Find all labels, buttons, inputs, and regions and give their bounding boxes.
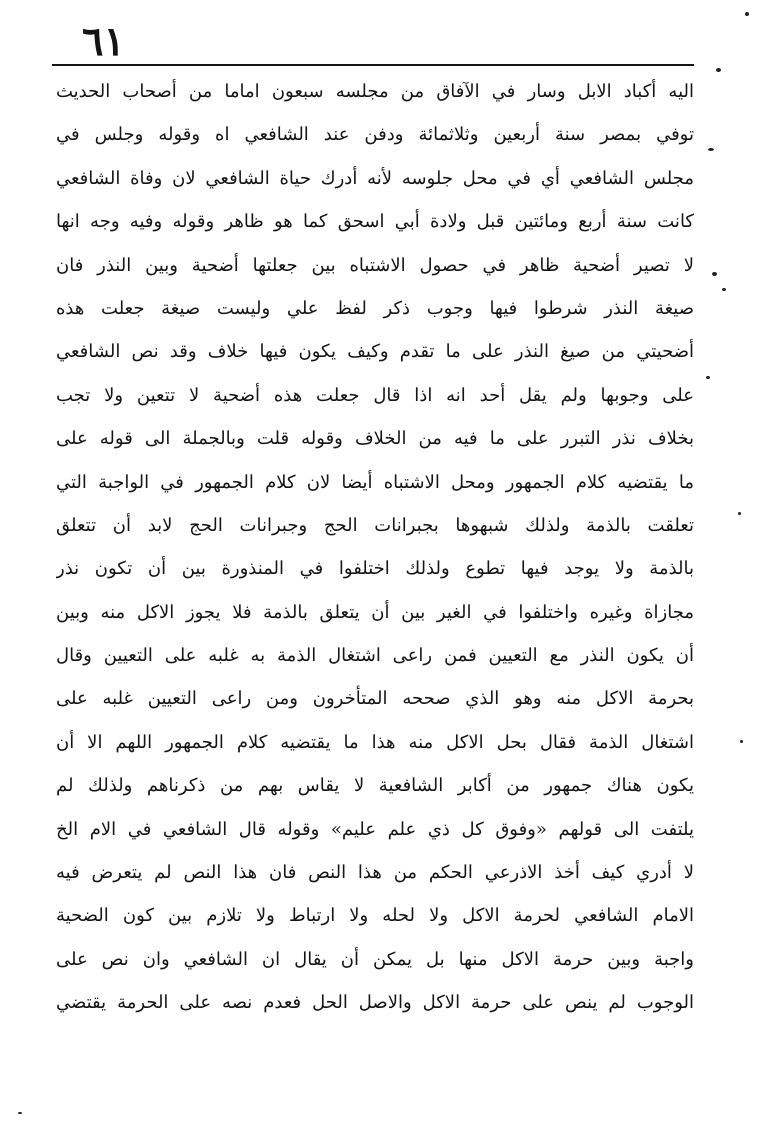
text-line: واجبة وبين حرمة الاكل منها بل يمكن أن يقال ان الشافعي وان نص على (56, 948, 694, 970)
text-line: لا أدري كيف أخذ الاذرعي الحكم من هذا النص فان هذا النص لم يتعرض فيه (56, 862, 694, 884)
page-number: ٦١ (82, 18, 125, 65)
text-line: بحرمة الاكل منه وهو الذي صححه المتأخرون ومن راعى التعيين غلبه على (56, 688, 694, 710)
text-line: أضحيتي من صيغ النذر على ما تقدم وكيف يكون فيها خلاف وقد نص الشافعي (56, 341, 694, 363)
scan-speck (712, 272, 717, 276)
scan-speck (722, 288, 726, 291)
text-line: على وجوبها ولم يقل أحد انه اذا قال جعلت هذه أضحية لا تتعين ولا تجب (56, 384, 694, 406)
scan-speck (740, 740, 743, 743)
text-line: اشتغال الذمة فقال بحل الاكل منه هذا ما يقتضيه كلام الجمهور اللهم الا أن (56, 731, 694, 753)
text-line: لا تصير أضحية ظاهر في حصول الاشتباه بين جعلتها أضحية وبين النذر فان (56, 254, 694, 276)
scan-speck (708, 148, 714, 151)
text-line: الامام الشافعي لحرمة الاكل ولا لحله ولا ارتباط ولا تلازم بين كون الضحية (56, 905, 694, 927)
text-line: الوجوب لم ينص على حرمة الاكل والاصل الحل فعدم نصه على الحرمة يقتضي (56, 992, 694, 1014)
scan-speck (745, 12, 749, 16)
text-line: يكون هناك جمهور من أكابر الشافعية لا يقاس بهم من ذكرناهم ولذلك لم (56, 775, 694, 797)
scan-speck (18, 1112, 22, 1114)
text-line: بخلاف نذر التبرر على ما فيه من الخلاف وقوله قلت وبالجملة الى قوله على (56, 428, 694, 450)
text-line: اليه أكباد الابل وسار في الآفاق من مجلسه سبعون اماما من أصحاب الحديث (56, 81, 694, 102)
text-line: تعلقت بالذمة ولذلك شبهوها بجبرانات الحج وجبرانات الحج لابد أن تتعلق (56, 514, 694, 536)
text-line: مجلس الشافعي أي في محل جلوسه لأنه أدرك حياة الشافعي لان وفاة الشافعي (56, 167, 694, 189)
text-line: كانت سنة أربع ومائتين قبل ولادة أبي اسحق كما هو ظاهر وقوله وفيه وجه انها (56, 211, 694, 233)
text-line: صيغة النذر شرطوا فيها وجوب ذكر لفظ علي وليست صيغة جعلت هذه (56, 297, 694, 319)
scan-speck (738, 512, 741, 515)
text-line: مجازاة وغيره واختلفوا في الغير بين أن يتعلق بالذمة فلا يجوز الاكل منه وبين (56, 601, 694, 623)
body-text (56, 70, 694, 1025)
scan-speck (706, 376, 710, 379)
text-line: أن يكون النذر مع التعيين فمن راعى اشتغال الذمة به غلبه على التعيين وقال (56, 645, 694, 667)
text-line: يلتفت الى قولهم «وفوق كل ذي علم عليم» وقوله قال الشافعي في الام الخ (56, 818, 694, 840)
text-line: توفي بمصر سنة أربعين وثلاثمائة ودفن عند الشافعي اه وقوله وجلس في (56, 124, 694, 146)
text-line: ما يقتضيه كلام الجمهور ومحل الاشتباه أيضا لان كلام الجمهور في الواجبة التي (56, 471, 694, 493)
scan-speck (716, 68, 721, 72)
text-line: بالذمة ولا يوجد فيها تطوع ولذلك اختلفوا في المنذورة بين أن تكون نذر (56, 558, 694, 580)
header-rule (52, 64, 694, 66)
